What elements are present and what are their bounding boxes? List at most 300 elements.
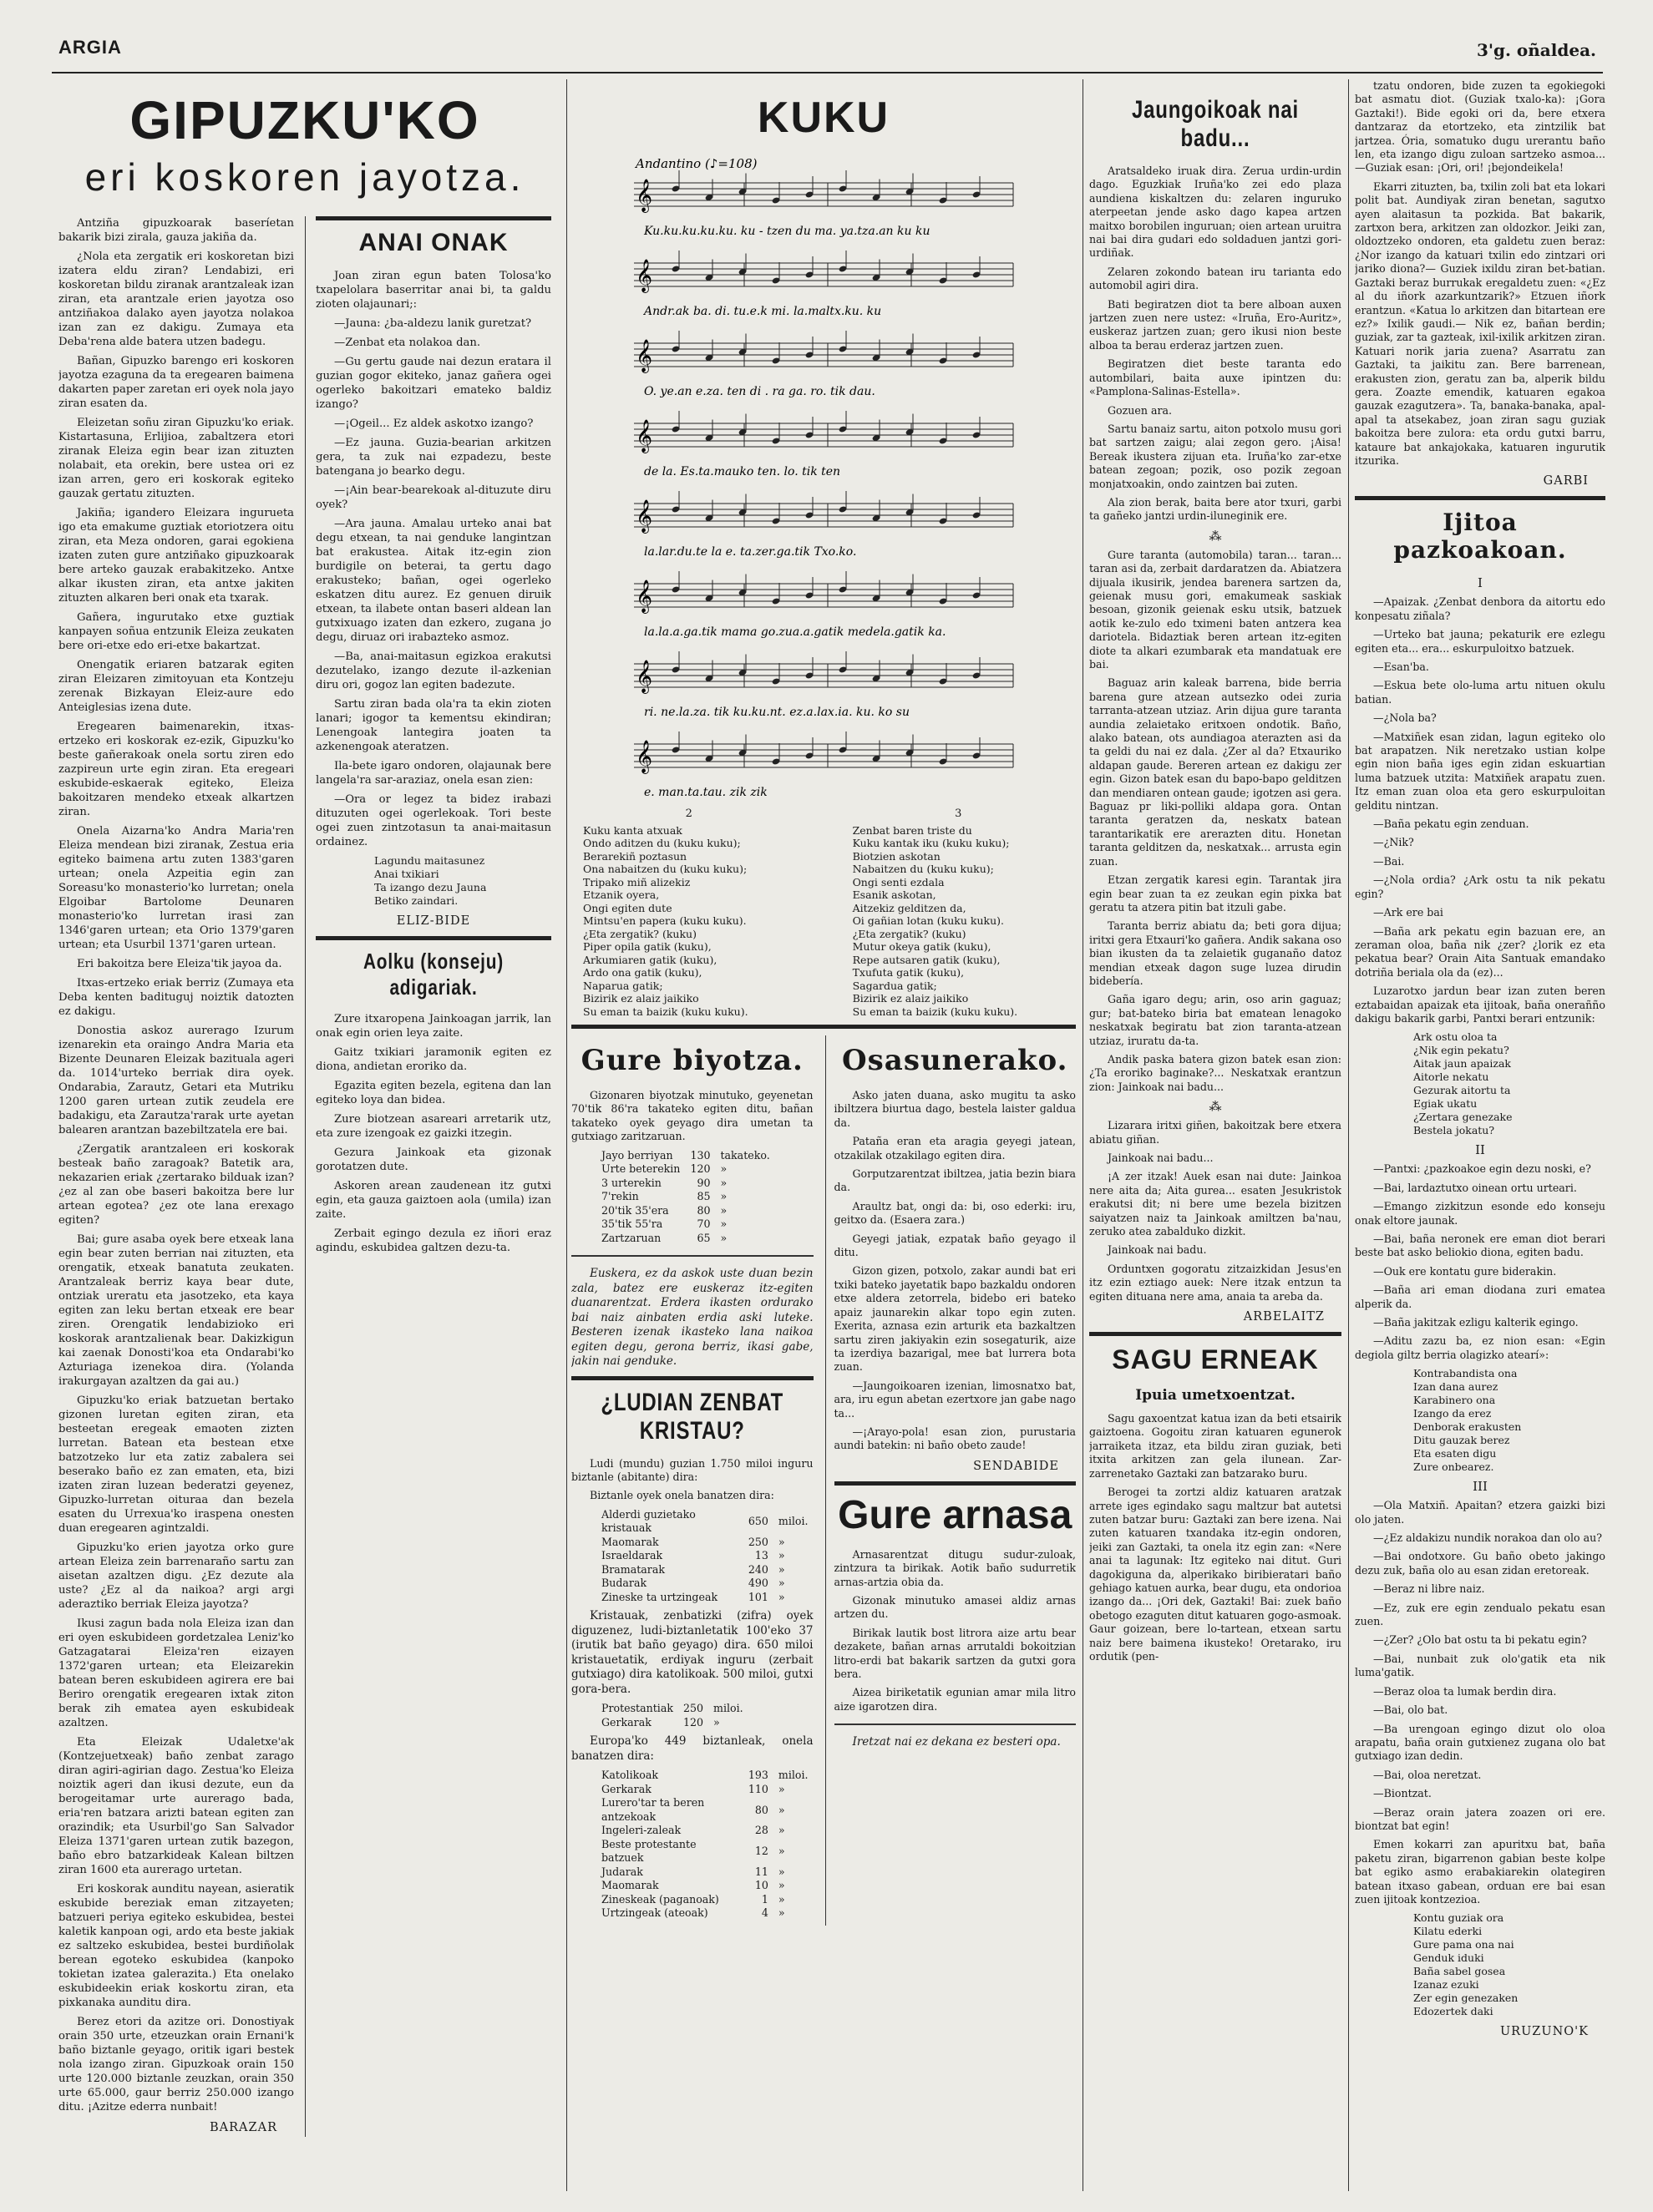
table-row <box>596 1217 775 1232</box>
verse-line: Ona nabaitzen du (kuku kuku); <box>583 863 748 875</box>
table-cell: 85 <box>697 1190 711 1203</box>
section-rule <box>834 1481 1077 1486</box>
paragraph: Ila-bete igaro ondoren, olajaunak bere langela'ra sar-araziaz, onela esan zien: <box>316 760 551 787</box>
paragraph: Gipuzku'ko erien jayotza orko gure artean Eleiza zein barrenaraño sartu zan aisetan azaltzen digu. ¿Ez dezute ala uste? ¿Ez al da naikoa? argi argi aderaztiko berriak Eleiza jayotza? <box>58 1541 294 1611</box>
lyrics-line: e. man.ta.tau. zik zik <box>644 786 768 799</box>
paragraph: Jakiña; igandero Eleizara ingurueta igo eta emakume guztiak etoriotzera oitu ziran, eta Meza ondoren, garai egokiena izaten zuten gure antziñako gipuzkoarak bere arteko gauzak erabakitzeko. Antxe alkar ikusten ziran, eta antxe jakiten zituzten alkaren beri onak eta txarak. <box>58 507 294 605</box>
verse-line: Ondo aditzen du (kuku kuku); <box>583 837 741 849</box>
table-cell: » <box>713 1715 720 1729</box>
paragraph: —Emango zizkitzun esonde edo konseju onak eltore jaunak. <box>1355 1200 1605 1227</box>
verse-line: Repe autsaren gatik (kuku), <box>852 953 1001 966</box>
table-cell: 120 <box>690 1162 711 1176</box>
table-cell: 193 <box>748 1769 768 1782</box>
table-row <box>596 1232 775 1246</box>
table-cell: » <box>778 1590 785 1603</box>
table-cell: 490 <box>748 1577 768 1590</box>
paragraph: —Bai. <box>1373 854 1405 868</box>
separator-asterism: ⁂ <box>1209 1099 1222 1115</box>
table-cell: 90 <box>697 1176 711 1189</box>
table-cell: 35'tik 55'ra <box>601 1217 663 1231</box>
table-cell: 12 <box>754 1845 768 1858</box>
table-cell: 70 <box>697 1217 711 1231</box>
verse-line: Biotzien askotan <box>852 849 941 863</box>
paragraph: —¡Arayo-pola! esan zion, purustaria aundi batekin: ni baño obeto zaude! <box>834 1425 1076 1452</box>
table-row <box>596 1190 775 1204</box>
verse-line: Ark ostu oloa ta <box>1413 1030 1498 1044</box>
paragraph: Eta Eleizak Udaletxe'ak (Kontzejuetxeak) baño zenbat zarago diran agiri-agirian dago. Zestua'ko Eleiza noiztik ageri dan ikusi dezute, eun da berogeitamar urte aurerago bada, eria'ren batzara arizti batean egiten zan orazindik; eta Usurbil'go San Salvador Eleiza 1371'garen urtean zutik bazegon, baño ebro batzarkideak Kalean biltzen ziran 1600 eta aurerago urtetan. <box>58 1736 294 1876</box>
verse-two <box>583 807 794 1018</box>
paragraph: Gure taranta (automobila) taran... taran... taran asi da, zerbait dardaratzen da. Abiatzera dijuala ikusirik, jendea barenera sartzen da, geienak musu gori, emakumeak saskiak besoan, gizonik geienak esku utsik, batzuek aotik ke-zulo edo tximeni baten antzera kea dariotela. Bidaztiak beren artean itz-egiten diote ta alkari ezumbarak eta mandatuak ere bai. <box>1089 548 1341 671</box>
verse-line: Bizirik ez alaiz jaikiko <box>852 992 969 1005</box>
table-cell: Gerkarak <box>601 1782 652 1795</box>
paragraph: ¡A zer itzak! Auek esan nai dute: Jainkoa nere aita da; Aita gurea... esaten Jesukristok erakutsi dit; ni bere ume bezela bizitzen saiyatzen naiz ta Jainkoak amiltzen ba'nau, zeruko atea zabalduko dizkit. <box>1089 1170 1341 1238</box>
table-cell: 120 <box>682 1715 704 1729</box>
column-three <box>571 79 1076 2192</box>
table-cell: 20'tik 35'era <box>601 1203 669 1217</box>
verse-line: Kuku kanta atxuak <box>583 823 682 837</box>
verse <box>1413 1911 1605 2018</box>
verse-line: Sagardua gatik; <box>852 979 937 992</box>
paragraph: Jainkoak nai badu... <box>1108 1152 1214 1164</box>
paragraph: —Bai, oloa neretzat. <box>1373 1768 1482 1781</box>
paragraph: —¿Nola ba? <box>1373 711 1437 725</box>
table-row <box>596 1769 814 1783</box>
table-cell: 3 urterekin <box>601 1176 662 1189</box>
paragraph: —Beraz orain jatera zoazen ori ere. biontzat bat egin! <box>1355 1805 1605 1832</box>
song-verses <box>583 807 1064 1018</box>
paragraph: Eleizetan soñu ziran Gipuzku'ko eriak. Kistartasuna, Erlijioa, zabaltzera etori ziranak Eleiza egin bear izan zituzten nolabait, eta orekin, bere ustea ori ez izan arren, gero eri koskorak egiteko gauzak gertatu zituzten. <box>58 417 294 500</box>
paragraph: —Beraz oloa ta lumak berdin dira. <box>1373 1684 1557 1698</box>
table-row <box>596 1536 814 1550</box>
lyrics-line: O. ye.an e.za. ten di . ra ga. ro. tik dau. <box>644 385 875 398</box>
table-cell: » <box>720 1176 728 1189</box>
paragraph: —Pantxi: ¿pazkoakoe egin dezu noski, e? <box>1373 1162 1591 1176</box>
lyrics-line: Andr.ak ba. di. tu.e.k mi. la.maltx.ku. ku <box>644 305 882 318</box>
paragraph: —Beraz ni libre naiz. <box>1373 1582 1485 1596</box>
table-row <box>596 1893 814 1907</box>
verse-line: ¿Eta zergatik? (kuku) <box>852 927 966 940</box>
verse-line: Zenbat baren triste du <box>852 823 972 837</box>
paragraph: —Bai, nunbait zuk olo'gatik eta nik luma'gatik. <box>1355 1652 1605 1679</box>
verse-line: Oi gañian lotan (kuku kuku). <box>852 914 1004 927</box>
verse-line: Bestela jokatu? <box>1413 1124 1495 1137</box>
headline: Osasunerako. <box>842 1044 1068 1077</box>
paragraph: —Bai ondotxore. Gu baño obeto jakingo dezu zuk, baña olo au esan zidan eretoreak. <box>1355 1550 1605 1577</box>
verse-line: ¿Nik egin pekatu? <box>1413 1044 1509 1057</box>
paragraph: Kristauak, zenbatizki (zifra) oyek diguzenez, ludi-biztanletatik 100'eko 37 (irutik bat baño geyago) dira. 650 miloi kristauetatik, erdiyak inguru (zerbait gutxiago) dira katolikoak. 500 miloi, gutxi gora-bera. <box>571 1609 814 1696</box>
lyrics-line: Ku.ku.ku.ku.ku. ku - tzen du ma. ya.tza.an ku ku <box>644 225 930 238</box>
verse-line: Anai txikiari <box>374 868 439 880</box>
verse-line: Ongi egiten dute <box>583 901 672 914</box>
verse-line: Ardo ona gatik (kuku), <box>583 966 702 979</box>
verse-line: Tripako miñ alizekiz <box>583 875 691 888</box>
paragraph: —¡Ain bear-bearekoak al-dituzute diru oyek? <box>316 484 551 511</box>
paragraph: Aratsaldeko iruak dira. Zerua urdin-urdin dago. Eguzkiak Iruña'ko zei edo plaza aundiena kiskaltzen du: zelaren inguruko aterpeetan jende asko dago kapea artzen maitxo borobilen inguruan; oien artean uruitra nai bai dira gudari edo soldaduen jantzi gori-urdiñak. <box>1089 165 1341 260</box>
table-row <box>596 1783 814 1797</box>
paragraph: Ludi (mundu) guzian 1.750 miloi inguru biztanle (abitante) dira: <box>571 1456 814 1484</box>
verse-line: Izango da erez <box>1413 1407 1492 1420</box>
table-cell: Beste protestante batzuek <box>601 1837 697 1865</box>
paragraph: Araultz bat, ongi da: bi, oso ederki: iru, geitxo da. (Esaera zara.) <box>834 1199 1076 1227</box>
paragraph: —Ba urengoan egingo dizut olo oloa arapatu, baña orain gutxienez zugana olo bat gutxiago izan dedin. <box>1355 1722 1605 1763</box>
subtitle: Ipuia umetxoentzat. <box>1135 1387 1296 1405</box>
treble-clef: 𝄞 <box>636 259 653 292</box>
paragraph: Gozuen ara. <box>1108 403 1172 417</box>
treble-clef: 𝄞 <box>636 339 653 372</box>
paragraph: —Urteko bat jauna; pekaturik ere ezlegu egiten eta... era... eskurpuloitxo batzuek. <box>1355 628 1605 655</box>
column-rule <box>1348 79 1349 2191</box>
verse-number: 3 <box>955 807 962 820</box>
paragraph: Antziña gipuzkoarak baseríetan bakarik bizi zirala, gauza jakiña da. <box>58 217 294 244</box>
verse-line: Etzanik oyera, <box>583 888 660 901</box>
paragraph: Ekarri zituzten, ba, txilin zoli bat eta lokari polit bat. Aundiyak ziran benetan, sagutxo ayen alaitasun ta pozkida. Bat bakarik, zartxon bera, arkitzen zan oldozkor. Jeiki zan, oldoztzeko ondoren, eta galdetu zuen beraz: ¿Nor izango da katuari txilin edo zintzari ori jariko diona?— Guziek ixildu ziran bet-batian. Gaztaki beraz burrukak eregaldetu zuen: «¿Ez al du iñork azarkuntzarik?» Etzuen iñork erantzun. «Katua lo arkitzen dan bitartean ere ez?» Ixilik gaudi.— Nik ez, bañan berdin; guziak, zar ta gazteak, ixil-ixilik arkitzen ziran. Katuari norik jaria zuena? Asarratu zan Gaztaki, ta jaikitu zan. Bere barrenean, erakusten zion, geratu zan ba, alperik bildu gera. Zoazte emendik, katuaren egakoa gauzak ezagutzera». Ta, banaka-banaka, apal-apal ta atsekabez, joan ziran sagu guziak bakoitza bere zulora: eta ordu gutxi barru, kataure bat ankajokaka, katuaren ingurutik itzurika. <box>1355 180 1605 467</box>
paragraph: Etzan zergatik karesi egin. Tarantak jira egin bear zuan ta ez zeukan egin pixka bat geratu ta atzera pitin bat itzuli gabe. <box>1089 873 1341 914</box>
table-cell: » <box>778 1782 785 1795</box>
paragraph: —Ara jauna. Amalau urteko anai bat degu etxean, ta nai genduke langintzan bat erakustea. Aitak itz-egin zion burdigile on beterai, ta gertu dago erakusteko; bañan, ogei ogerleko eskatzen ditu aurez. Ez genuen diruik etxean, ta ilabete ontan baseri aldean lan gutxixuago izaten dan ezkero, zugana jo degu, diruaz ori irabazteko asmoz. <box>316 518 551 644</box>
table-cell: Maomarak <box>601 1535 659 1548</box>
paragraph: Zure biotzean asareari arretarik utz, eta zure izengoak ez gaizki itzegin. <box>316 1113 551 1140</box>
verse-line: Kilatu ederki <box>1413 1925 1483 1938</box>
masthead-name: ARGIA <box>58 37 122 58</box>
paragraph: Europa'ko 449 biztanleak, onela banatzen dira: <box>571 1734 814 1763</box>
paragraph: Zerbait egingo dezula ez iñori eraz agindu, eskubidea galtzen dezu-ta. <box>316 1227 551 1254</box>
paragraph: Emen kokarri zan apuritxu bat, baña paketu ziran, bigarrenon gabian beste kolpe bat egiko asmo erabakiarekin olategiren batean itxaso gabean, orduan ere bai esan zuen ijitoak kontzezioa. <box>1355 1838 1605 1906</box>
table-cell: » <box>720 1217 728 1231</box>
paragraph: Gipuzku'ko eriak batzuetan bertako gizonen luretan egiten ziran, eta besteetan eregeak emaoten zizten lurretan. Batean eta bestean etxe batzotzeko lur eta zatiz zabalera sei beserako baño ez zan ematen, eta, bizi izaten ziran luzean bederatzi geyenez, Gipuzko-lurretan oituraa dan bezela esaten du Urrexua'ko iraspena onesten duan eregearen agintzaldi. <box>58 1395 294 1535</box>
treble-clef: 𝄞 <box>636 660 653 693</box>
paragraph: —Matxiñek esan zidan, lagun egiteko olo bat arapatzen. Nik neretzako ustian kolpe egin nion baña iges egin zidan eskuartian luma batzuek utzita: Matxiñek arapatu zuen. Itz eman zuan oloa eta gero eskurpuloitan gelditu nintzan. <box>1355 730 1605 812</box>
paragraph: —Bai, olo bat. <box>1373 1703 1448 1717</box>
table-row <box>596 1563 814 1577</box>
paragraph: Gizonaren biyotzak minutuko, geyenetan 70'tik 86'ra takateko egiten ditu, bañan takateko oyek geyago dira umetan ta gutxiago zaritzaruan. <box>571 1089 814 1143</box>
paragraph: Zelaren zokondo batean iru tarianta edo automobil agiri dira. <box>1089 265 1341 292</box>
table-row <box>596 1162 775 1177</box>
paragraph: Gezura Jainkoak eta gizonak gorotatzen dute. <box>316 1146 551 1173</box>
table-cell: Lurero'tar ta beren antzekoak <box>601 1796 705 1823</box>
paragraph: Eri koskorak aunditu nayean, asieratik eskubide bereziak eman zitzayeten; batzueri periya egiteko eskubidea, bestei kaletik kanpoan ogi, ardo eta beste jakiak ez saltzeko eskubidea, bestei burdiñolak berean egoteko eskubidea (kanpoko tokietan izatea galerazita.) Eta onelako eskubideekin eriak koskortu ziran, eta pixkanaka aunditu dira. <box>58 1883 294 2009</box>
headline: ANAI ONAK <box>358 229 509 256</box>
section-number: I <box>1478 575 1483 591</box>
paragraph: —Ark ere bai <box>1373 906 1443 919</box>
lyrics-line: la.la.a.ga.tik mama go.zua.a.gatik medela.gatik ka. <box>644 625 946 639</box>
paragraph: —Bai, baña neronek ere eman diot berari beste bat asko beliokio diona, egiten badu. <box>1355 1232 1605 1259</box>
paragraph: —Aditu zazu ba, ez nion esan: «Egin degiola giltz berria olagizko atearí»: <box>1355 1334 1605 1361</box>
headline: Gure biyotza. <box>581 1044 804 1077</box>
paragraph: Orduntxen gogoratu zitzaizkidan Jesus'en itz ezin eztiago auek: Nere itzak entzun ta egiten dituana nere ama, anaia ta areba da. <box>1089 1262 1341 1303</box>
table-cell: Protestantiak <box>601 1702 673 1715</box>
paragraph: Joan ziran egun baten Tolosa'ko txapelolara baserritar anai bi, ta galdu zioten olajaunari;: <box>316 270 551 311</box>
paragraph: —Eskua bete olo-luma artu nituen okulu batian. <box>1355 679 1605 706</box>
paragraph: —Ez, zuk ere egin zendualo pekatu esan zuen. <box>1355 1601 1605 1628</box>
verse-line: Aitorle nekatu <box>1413 1071 1489 1084</box>
signature: SENDABIDE <box>973 1459 1059 1473</box>
verse-line: Gure pama ona nai <box>1413 1938 1514 1951</box>
paragraph: Pataña eran eta aragia geyegi jatean, otzakilak otzakilago egiten dira. <box>834 1135 1076 1162</box>
headline: ¿LUDIAN ZENBAT KRISTAU? <box>601 1388 784 1445</box>
section-rule <box>1089 1332 1341 1336</box>
table-cell: » <box>720 1203 728 1217</box>
headline: GIPUZKU'KO <box>129 90 480 150</box>
verse-line: Egiak ukatu <box>1413 1097 1478 1111</box>
section-rule <box>1355 496 1605 500</box>
treble-clef: 𝄞 <box>636 580 653 613</box>
paragraph: Birikak lautik bost litrora aize artu bear dezakete, bañan arnas arrutaldi bokoitzian litro-erdi bat bakarik sartzen da gutxi gora bera. <box>834 1626 1076 1680</box>
verse-line: Nabaitzen du (kuku kuku); <box>852 863 994 875</box>
paragraph: —Ouk ere kontatu gure biderakin. <box>1373 1264 1557 1278</box>
paragraph: Gaña igaro degu; arin, oso arin gaguaz; gur; bat-bateko biria bat ematean lenagoko neskatxak begiratu bat zion taranta-atzean utziaz, iruratu da-ta. <box>1089 993 1341 1047</box>
verse-line: Ta izango dezu Jauna <box>374 881 487 893</box>
verse-line: Kuku kantak iku (kuku kuku); <box>852 837 1010 849</box>
heartbeat-table <box>596 1149 775 1246</box>
tempo-marking: Andantino (♪=108) <box>636 156 758 171</box>
table-cell: Zineske ta urtzingeak <box>601 1590 718 1603</box>
table-cell: 1 <box>761 1892 768 1906</box>
paragraph: —¿Nik? <box>1373 836 1414 849</box>
verse-line: Genduk iduki <box>1413 1951 1484 1965</box>
article-osasunerako <box>825 1035 1077 1926</box>
paragraph: —Bai, lardaztutxo oinean ortu urteari. <box>1373 1181 1577 1194</box>
section-rule <box>571 1025 1076 1029</box>
verse-line: Lagundu maitasunez <box>374 854 485 867</box>
paragraph: ¿Zergatik arantzaleen eri koskorak besteak baño zaragoak? Batetik ara, nekazarien eriak ¿zertarako bilduak izan? ¿ez al zan obe baseri bakoitza bere lur artean egotea? ¿ez ote lana erexago egiten? <box>58 1143 294 1227</box>
section-rule <box>834 1724 1077 1725</box>
signature: GARBI <box>1543 474 1589 488</box>
treble-clef: 𝄞 <box>636 179 653 212</box>
table-cell: Zartzaruan <box>601 1231 662 1244</box>
verse-number: 2 <box>685 807 692 820</box>
table-cell: » <box>720 1162 728 1176</box>
paragraph: Bati begiratzen diot ta bere alboan auxen jartzen zuen nere ustez: «Iruña, Ero-Auritz», euskeraz jartzen zuan; gero ikusi nion beste alboa ta berau erderaz jartzen zuen. <box>1089 297 1341 352</box>
table-cell: 130 <box>690 1148 711 1162</box>
table-row <box>596 1591 814 1605</box>
paragraph: Donostia askoz aurerago Izurum izenarekin eta oraingo Andra Maria eta Bizente Deunaren Eleizak bazituala ageri da. 1014'urteko berriak dira oyek. Ondarabia, Zarautz, Getari eta Mutriku 1200 garen urtean zutik zeudela ere badakigu, eta Zarautza'rarak urte ayetan balearen arantzan bazebiltzatela ere bai. <box>58 1025 294 1136</box>
paragraph: Gañera, ingurutako etxe guztiak kanpayen soñua entzunik Eleiza zeukaten bere ori-etxe edo eri-etxe bakartzat. <box>58 611 294 652</box>
lyrics-line: de la. Es.ta.mauko ten. lo. tik ten <box>644 465 841 478</box>
paragraph: —Jaungoikoaren izenian, limosnatxo bat, ara, iru egun abetan ezertxore jan gabe nago ta... <box>834 1379 1076 1420</box>
verse-line: Kontrabandista ona <box>1413 1367 1518 1380</box>
table-cell: 80 <box>754 1803 768 1816</box>
table-row <box>596 1577 814 1591</box>
verse-line: Izanaz ezuki <box>1413 1978 1479 1992</box>
verse-line: Zer egin genezaken <box>1413 1992 1519 2005</box>
paragraph: —¿Nola ordia? ¿Ark ostu ta nik pekatu egin? <box>1355 873 1605 900</box>
table-cell: » <box>778 1906 785 1920</box>
paragraph: Gaitz txikiari jaramonik egiten ez diona, andietan eroriko da. <box>316 1046 551 1073</box>
table-row <box>596 1824 814 1838</box>
headline: Aolku (konseju) adigariak. <box>363 949 504 1000</box>
table-cell: miloi. <box>713 1702 743 1715</box>
verse-line: Berarekiñ poztasun <box>583 849 687 863</box>
treble-clef: 𝄞 <box>636 499 653 533</box>
paragraph: —Baña ark pekatu egin bazuan ere, an zeraman oloa, baña nik ¿zer? ¿lorik ez eta pekatua bear? Orain Aita Santuak emandako dotriña beriala ola da (ez)... <box>1355 924 1605 979</box>
verse-line: Baña sabel gosea <box>1413 1965 1506 1978</box>
table-cell: » <box>778 1865 785 1878</box>
paragraph: —Apaizak. ¿Zenbat denbora da aitortu edo konpesatu ziñala? <box>1355 595 1605 622</box>
page-number: 3'g. oñaldea. <box>1476 40 1596 60</box>
paragraph: Itxas-ertzeko eriak berriz (Zumaya eta Deba kenten badituguj noiztik datozten ez dakigu. <box>58 977 294 1018</box>
headline: SAGU ERNEAK <box>1112 1344 1319 1375</box>
verse-line: Su eman ta baizik (kuku kuku). <box>852 1005 1018 1018</box>
verse-line: ¿Eta zergatik? (kuku) <box>583 927 697 940</box>
paragraph: Berez etori da azitze ori. Donostiyak orain 350 urte, etzeuzkan orain Ernani'k baño biztanle geyago, oritik igari bestek nola izango ziran. Gipuzkoak orain 150 urte 120.000 biztanle zeuzkan, orain 350 urte 65.000, gaur berriz 250.000 izango ditu. ¡Azitze ederra nunbait! <box>58 2016 294 2113</box>
verse <box>1413 1030 1605 1137</box>
table-cell: Gerkarak <box>601 1715 652 1729</box>
table-cell: Maomarak <box>601 1879 659 1892</box>
table-row <box>596 1865 814 1880</box>
table-cell: » <box>778 1549 785 1562</box>
separator-asterism: ⁂ <box>1209 528 1222 544</box>
table-cell: Urtzingeak (ateoak) <box>601 1906 708 1920</box>
paragraph: —Baña jakitzak ezligu kalterik egingo. <box>1373 1316 1579 1329</box>
paragraph: Andik paska batera gizon batek esan zion: ¿Ta eroriko baginake?... Neskatxak erantzun zion: Jainkoak nai badu... <box>1089 1052 1341 1093</box>
paragraph: —Baña pekatu egin zenduan. <box>1373 817 1529 831</box>
paragraph: —¿Zer? ¿Olo bat ostu ta bi pekatu egin? <box>1373 1633 1587 1647</box>
article-gipuzkuko-eri <box>58 79 551 2192</box>
treble-clef: 𝄞 <box>636 419 653 453</box>
verse-line: Betiko zaindari. <box>374 894 459 907</box>
paragraph: Geyegi jatiak, ezpatak baño geyago il ditu. <box>834 1232 1076 1259</box>
song-title: KUKU <box>757 94 890 142</box>
table-row <box>596 1549 814 1563</box>
verse-line: Mutur okeya gatik (kuku), <box>852 940 991 953</box>
paragraph: Bai; gure asaba oyek bere etxeak lana egin bear zuten berrian nai zituzten, eta orengatik, etxeak banatuta zeukaten. Arantzaleak berriz kaya bear dute, ontziak ureratu eta jasotzeko, eta kaya egiten zan leku bertan etxeak ere bear ziren. Orengatik lendabizioko eri koskorak arantzalienak bear. Dakizkigun kai zaenak Donosti'koa eta Ondarabi'ko Azturiaga izenekoa dira. (Yolanda irakurgayan azaltzen da gai au.) <box>58 1233 294 1388</box>
paragraph: Arnasarentzat ditugu sudur-zuloak, zintzura ta birikak. Aotik baño sudurretik arnas-artzia obia da. <box>834 1547 1076 1588</box>
verse <box>374 854 551 908</box>
verse-line: Naparua gatik; <box>583 979 663 992</box>
treble-clef: 𝄞 <box>636 740 653 773</box>
table-cell: Katolikoak <box>601 1769 658 1782</box>
table-row <box>596 1906 814 1921</box>
paragraph: Aizea biriketatik egunian amar mila litro aize igarotzen dira. <box>834 1686 1076 1713</box>
table-cell: 10 <box>754 1879 768 1892</box>
headline: Ijitoa pazkoakoan. <box>1393 509 1567 564</box>
table-cell: Jayo berriyan <box>601 1148 673 1162</box>
paragraph: Sartu ziran bada ola'ra ta ekin zioten lanari; igogor ta kementsu ekindiran; Lenengoak lantegira joaten ta azkenengoak ateratzen. <box>316 698 551 753</box>
table-row <box>596 1204 775 1218</box>
verse-line: Esanik askotan, <box>852 888 936 901</box>
paragraph: Berogei ta zortzi aldiz katuaren aratzak arrete iges egindako sagu maltzur bat autetsi zuten batzar buru: Gaztaki zan bere izena. Nai zuten katuaren txandaka itz-egin ondoren, jeiki zan Gaztaki, ta onela itz egin zan: «Nere anai ta lagunak: Itz egiteko nai ditut. Guri dagokiguna da, alperikako biribieratari baño gehiago katuen aurka, bear dugu, eta ondorioa izango da... ¡Ori dek, Gaztaki! Bai: zuek baño obetogo ezaguten ditut katuaren gogo-asmoak. Gaur goizean, bere lo-tartean, etxean sartu naiz bere baimena ikusteko! Oretarako, iru ordutik (pen- <box>1089 1486 1341 1663</box>
paragraph: —¿Ez aldakizu nundik norakoa dan olo au? <box>1373 1531 1602 1545</box>
paragraph: —Esan'ba. <box>1373 661 1429 673</box>
table-row <box>596 1796 814 1824</box>
paragraph: —Ora or legez ta bidez irabazi dituzuten ogei ogerlekoak. Tori beste ogei zuen zintzotasun ta anai-maitasun ordainez. <box>316 793 551 848</box>
paragraph: Gizonak minutuko amasei aldiz arnas artzen du. <box>834 1593 1076 1621</box>
paragraph: Ala zion berak, baita bere ator txuri, garbi ta gañeko jantzi urdin-iluneginik ere. <box>1089 495 1341 523</box>
signature: URUZUNO'K <box>1499 2025 1589 2039</box>
verse-line: Denborak erakusten <box>1413 1420 1522 1434</box>
music-score <box>627 149 1020 801</box>
headline: Gure arnasa <box>838 1492 1072 1537</box>
table-cell: » <box>778 1879 785 1892</box>
verse-line: Zure onbearez. <box>1413 1460 1494 1474</box>
section-rule <box>571 1376 814 1380</box>
proverb: Iretzat nai ez dekana ez besteri opa. <box>852 1735 1061 1749</box>
table-cell: Alderdi guzietako kristauak <box>601 1507 696 1535</box>
table-cell: Ingeleri-zaleak <box>601 1824 682 1837</box>
section-number: III <box>1473 1479 1488 1495</box>
verse-line: Txufuta gatik (kuku), <box>852 966 965 979</box>
table-cell: 11 <box>754 1865 768 1878</box>
signature: ARBELAITZ <box>1243 1310 1325 1324</box>
table-cell: 13 <box>754 1549 768 1562</box>
verse <box>1413 1367 1605 1474</box>
paragraph: Jainkoak nai badu. <box>1108 1243 1207 1257</box>
headline-subtitle: eri koskoren jayotza. <box>84 155 525 199</box>
column-four <box>1089 79 1341 2192</box>
paragraph: —Ba, anai-maitasun egizkoa erakutsi dezutelako, izango dezute il-azkenian diru ori, gogoz lan egiten badezute. <box>316 650 551 691</box>
verse-line: Bizirik ez alaiz jaikiko <box>583 992 699 1005</box>
column-five <box>1355 79 1605 2192</box>
headline: Jaungoikoak nai badu... <box>1131 96 1300 152</box>
paragraph: Taranta berriz abiatu da; beti gora dijua; iritxi gera Etxauri'ko gañera. Andik sakana oso bian ikusten da ta zelaietik guganaño datoz mendian etxeak dagon suge luzea dirudin bidebería. <box>1089 919 1341 987</box>
section-rule <box>571 1255 814 1257</box>
table-cell: » <box>778 1803 785 1816</box>
paragraph: Askoren arean zaudenean itz gutxi egin, eta gauza gaiztoen aola (umila) izan zaite. <box>316 1180 551 1221</box>
paragraph: —Baña ari eman diodana zuri ematea alperik da. <box>1355 1283 1605 1310</box>
paragraph: Asko jaten duana, asko mugitu ta asko ibiltzera biurtua dago, bestela laister galdua da. <box>834 1089 1076 1129</box>
paragraph: —Jauna: ¿ba-aldezu lanik guretzat? <box>334 317 532 330</box>
paragraph: —Ola Matxiñ. Apaitan? etzera gaizki bizi olo jaten. <box>1355 1499 1605 1526</box>
verse-line: Mintsu'en papera (kuku kuku). <box>583 914 747 927</box>
paragraph: tzatu ondoren, bide zuzen ta egokiegoki bat asmatu diot. (Guziak txalo-ka): ¡Gora Gaztaki!). Bide egoki ori da, bere etxera dantzaraz da etortzeko, eta zintzilik bat jartzea. Ória, somatuko dugu urerantu baño len, eta izango digu zuloan sartzeko asmoa... —Guziak esan: ¡Ori, ori! ¡bejondeikela! <box>1355 79 1605 175</box>
paragraph: Onengatik eriaren batzarak egiten ziran Eleizaren zimitoyuan eta Kontzeju zerenak Bizkayan Eleiz-aure edo Anteiglesias izena dute. <box>58 659 294 714</box>
table-cell: » <box>778 1535 785 1548</box>
table-cell: Israeldarak <box>601 1549 663 1562</box>
table-cell: » <box>778 1824 785 1837</box>
verse-line: Eta esaten digu <box>1413 1447 1497 1460</box>
paragraph: —¡Ogeil... Ez aldek askotxo izango? <box>334 418 534 430</box>
table-cell: 250 <box>682 1702 704 1715</box>
column-rule <box>566 79 567 2191</box>
paragraph: ¿Nola eta zergatik eri koskoretan bizi izatera eldu ziran? Lendabizi, eri koskoretan bildu ziranak arantzaleak izan ziran, eta arantzale erien jayotza oso antziñakoa dalako ayen jayotza nolakoa izan zan ez dakigu. Zumaya eta Deba'rena alde batera utzen badegu. <box>58 251 294 348</box>
table-cell: 240 <box>748 1562 768 1576</box>
paragraph: Begiratzen diet beste taranta edo autombilari, baita auxe ipintzen du: «Pamplona-Salinas-Estella». <box>1089 357 1341 398</box>
paragraph: Bañan, Gipuzko barengo eri koskoren jayotza ezaguna da ta eregearen baimena dakarten paper zaretan eri oyek nola jayo ziran esaten da. <box>58 355 294 410</box>
population-table <box>596 1769 814 1921</box>
paragraph: —Ez jauna. Guzia-bearian arkitzen gera, ta zuk nai ezpadezu, beste batengana jo bearko degu. <box>316 437 551 478</box>
section-rule <box>316 216 551 220</box>
table-row <box>596 1716 748 1730</box>
table-row <box>596 1879 814 1893</box>
paragraph: Eregearen baimenarekin, itxas-ertzeko eri koskorak ez-ezik, Gipuzku'ko beste gañerakoak onela sortu ziren edo zazpireun urte egin ziran. Eta eregeari eskubide-eskaerak egiteko, Eleiza bakoitzaren mendeko etxeak alkartzen ziran. <box>58 721 294 818</box>
paragraph: Luzarotxo jardun bear izan zuten beren eztabaidan apaizak eta ijitoak, baña onerañño dakigu bakarik garbi, Pantxi berari entzunik: <box>1355 985 1605 1025</box>
paragraph: Sagu gaxoentzat katua izan da beti etsairik gaiztoena. Gogoitu ziran katuaren egunerok jarraiketa itzaz, eta bildu ziran guziak, beti itxita arkitzen zan gela ilunean. Zar-zarrenetako Gaztaki zan batzarako buru. <box>1089 1412 1341 1480</box>
table-cell: Zineskeak (paganoak) <box>601 1892 719 1906</box>
verse-line: Kontu guziak ora <box>1413 1911 1504 1925</box>
verse-line: Gezurak aitortu ta <box>1413 1084 1511 1097</box>
article-gure-biyotza <box>571 1035 814 1926</box>
verse-line: Edozertek daki <box>1413 2005 1493 2018</box>
table-cell: Urte beterekin <box>601 1162 681 1176</box>
table-cell: » <box>778 1577 785 1590</box>
paragraph: —Gu gertu gaude nai dezun eratara il guzian gogor ekiteko, janaz gañera ogei ogerleko bakoitzari emateko baldiz izango? <box>316 356 551 411</box>
table-cell: 28 <box>754 1824 768 1837</box>
table-cell: 650 <box>748 1515 768 1528</box>
verse-line: Karabinero ona <box>1413 1394 1496 1407</box>
table-cell: Budarak <box>601 1577 647 1590</box>
signature: BARAZAR <box>210 2121 277 2134</box>
euskera-note: Euskera, ez da askok uste duan bezin zala, batez ere euskeraz itz-egiten duanarentzat. Erdera ikasten ordurako bai naiz ainbaten erdia aski luteke. Besteren izenak ikasteko lana naikoa egiten degu, gerona berriz, ikasi gabe, jakin nai genduke. <box>571 1267 814 1369</box>
population-table <box>596 1508 814 1605</box>
article-body <box>58 216 551 2137</box>
paragraph: —Biontzat. <box>1373 1787 1432 1800</box>
verse-line: Izan dana aurez <box>1413 1380 1498 1394</box>
table-row <box>596 1838 814 1865</box>
paragraph: Sartu banaiz sartu, aiton potxolo musu gori bat sartzen zaigu; alai zegon gero. ¡Aisa! Bereak ikustera zijuan eta. Iruña'ko zar-etxe batean zegoan; pozik, oso pozik zegoan monjatxoakin, ondo zaintzen bai zuten. <box>1089 422 1341 490</box>
table-row <box>596 1508 814 1536</box>
page-header <box>52 33 1603 73</box>
verse-line: Ongi senti ezdala <box>852 875 945 888</box>
